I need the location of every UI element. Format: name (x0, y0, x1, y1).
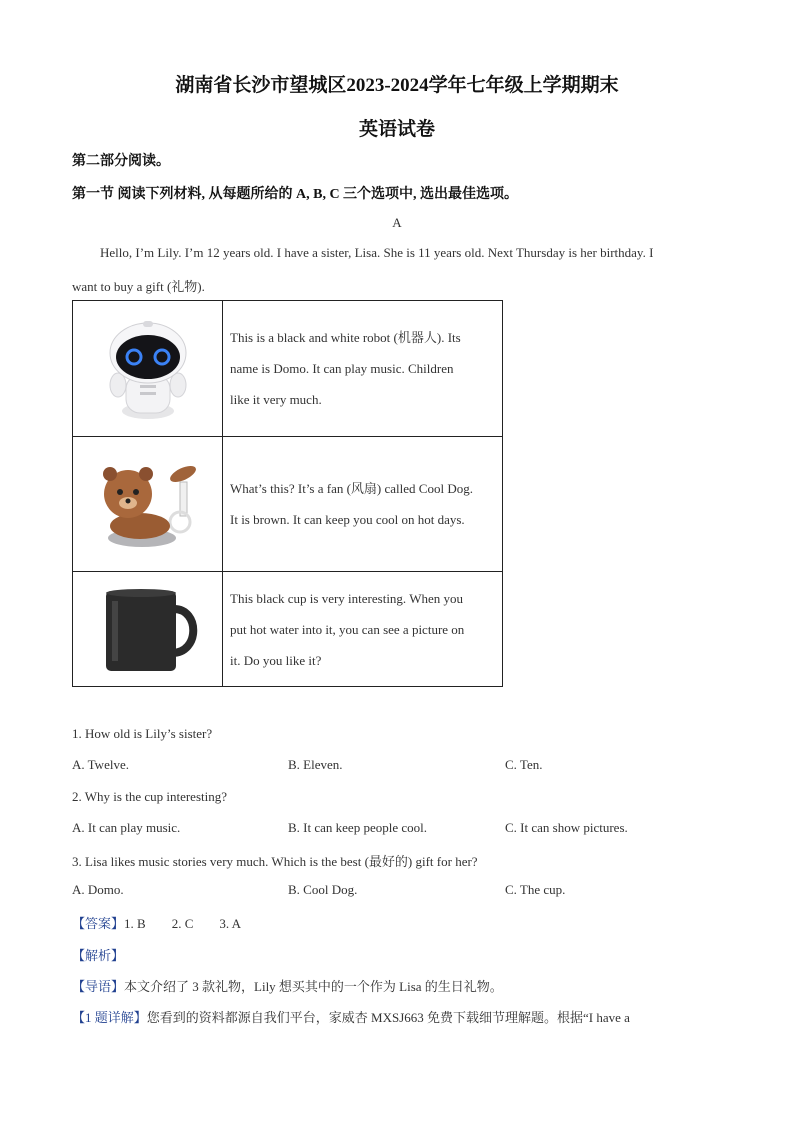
question-3-option-a[interactable]: A. Domo. (72, 882, 124, 897)
gift-image-cell (73, 301, 223, 437)
question-1-option-b[interactable]: B. Eleven. (288, 757, 343, 772)
gift-desc-line: put hot water into it, you can see a picture on (230, 621, 465, 637)
answer-2: 2. C (171, 916, 194, 931)
question-1-option-a[interactable]: A. Twelve. (72, 757, 129, 772)
gift-image-cell (73, 572, 223, 687)
gift-desc-line: This is a black and white robot (机器人). Its (230, 330, 461, 345)
gifts-table (72, 300, 503, 687)
gift-description (223, 572, 503, 687)
gift-desc-line: it. Do you like it? (230, 652, 322, 668)
question-3-option-b[interactable]: B. Cool Dog. (288, 882, 358, 897)
dog-fan-image (88, 454, 208, 554)
question-2-stem: 2. Why is the cup interesting? (72, 789, 228, 804)
gift-desc-line: What’s this? It’s a fan (风扇) called Cool Dog. (230, 481, 473, 496)
section-instruction: 第一节 阅读下列材料, 从每题所给的 A, B, C 三个选项中, 选出最佳选项。 (72, 187, 519, 202)
passage-label: A (392, 215, 402, 230)
question-2-option-c[interactable]: C. It can show pictures. (505, 820, 628, 835)
page-title: 湖南省长沙市望城区2023-2024学年七年级上学期期末 (175, 75, 619, 96)
guide-label: 【导语】 (72, 979, 125, 994)
detail-text: 您看到的资料都源自我们平台，家威杏 MXSJ663 免费下载细节理解题。根据“I have a (146, 1010, 630, 1025)
part-heading: 第二部分阅读。 (72, 154, 170, 169)
question-2-option-a[interactable]: A. It can play music. (72, 820, 181, 835)
analysis-label: 【解析】 (72, 948, 125, 963)
question-3-option-c[interactable]: C. The cup. (505, 882, 566, 897)
gift-desc-line: This black cup is very interesting. When you (230, 590, 463, 606)
passage-line-1: Hello, I’m Lily. I’m 12 years old. I have a sister, Lisa. She is 11 years old. Next Thursday is her birthday. I (100, 245, 654, 260)
detail-label: 【1 题详解】 (72, 1010, 147, 1025)
gift-image-cell (73, 437, 223, 572)
gift-description (223, 301, 503, 437)
question-2-option-b[interactable]: B. It can keep people cool. (288, 820, 427, 835)
black-cup-image (88, 581, 208, 677)
answer-line (72, 913, 241, 932)
detail-line (72, 1007, 630, 1026)
robot-image (88, 313, 208, 425)
gift-desc-line: like it very much. (230, 392, 322, 407)
answer-3: 3. A (219, 916, 242, 931)
gift-row-cup (73, 572, 503, 687)
answer-1: 1. B (124, 916, 146, 931)
passage-line-2: want to buy a gift (礼物). (72, 279, 205, 294)
question-1-option-c[interactable]: C. Ten. (505, 757, 543, 772)
guide-text: 本文介绍了 3 款礼物，Lily 想买其中的一个作为 Lisa 的生日礼物。 (124, 979, 503, 994)
answer-label: 【答案】 (72, 916, 125, 931)
guide-line (72, 976, 503, 995)
question-3-stem: 3. Lisa likes music stories very much. Which is the best (最好的) gift for her? (72, 854, 478, 869)
question-1-stem: 1. How old is Lily’s sister? (72, 726, 213, 741)
gift-row-fan (73, 437, 503, 572)
gift-desc-line: It is brown. It can keep you cool on hot days. (230, 512, 465, 527)
page-subtitle: 英语试卷 (358, 119, 435, 140)
gift-description (223, 437, 503, 572)
gift-row-robot (73, 301, 503, 437)
gift-desc-line: name is Domo. It can play music. Children (230, 361, 454, 376)
